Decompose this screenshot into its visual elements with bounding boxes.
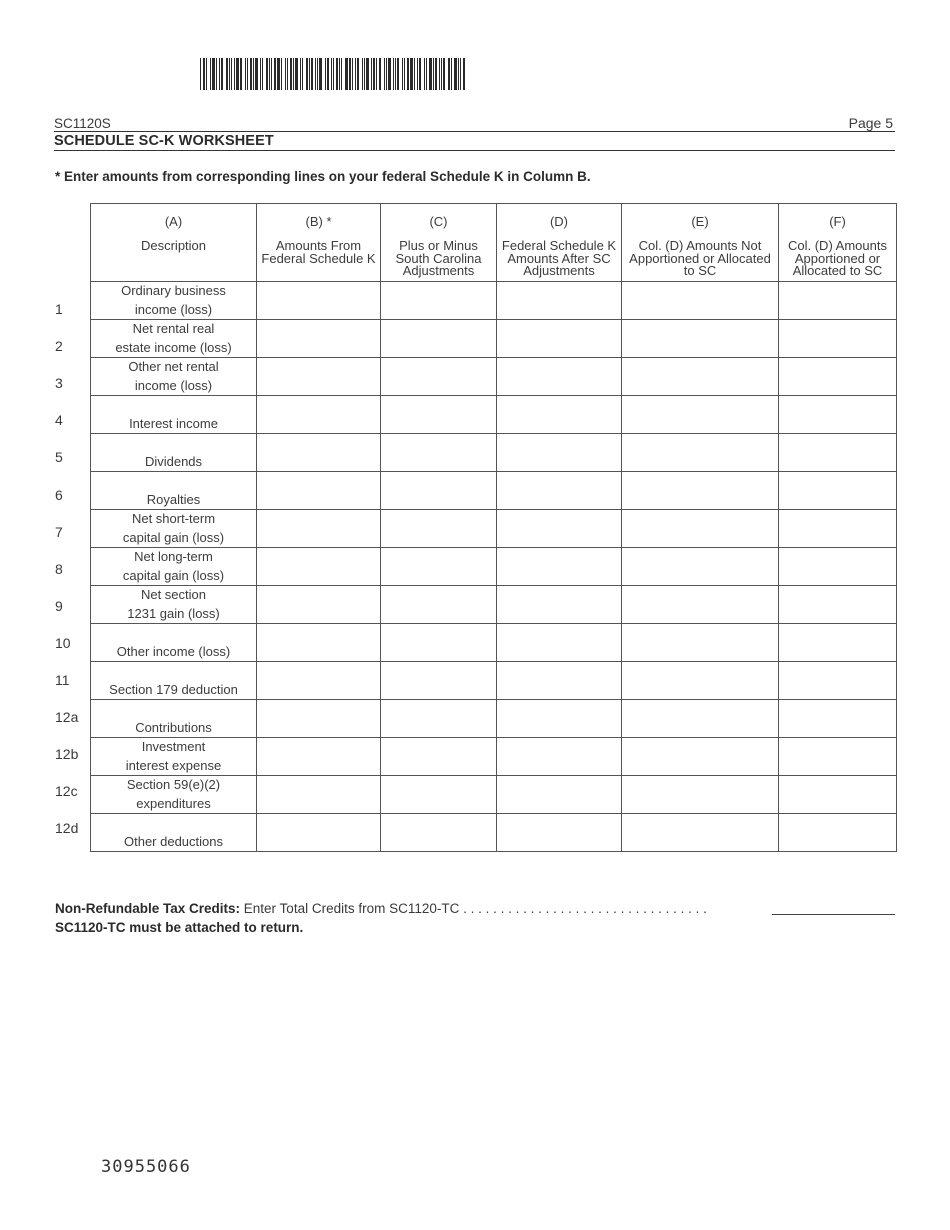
description-line-1 xyxy=(91,472,256,491)
barcode-bar xyxy=(414,58,415,90)
line-number: 4 xyxy=(55,412,63,429)
amount-cell-col-b[interactable] xyxy=(257,472,381,510)
barcode-bar xyxy=(395,58,396,90)
barcode-bar xyxy=(448,58,450,90)
table-row xyxy=(91,396,897,434)
page-number: Page 5 xyxy=(848,115,893,131)
amount-cell-col-e[interactable] xyxy=(622,282,779,320)
barcode-bar xyxy=(253,58,254,90)
barcode-bar xyxy=(277,58,280,90)
instruction-text: * Enter amounts from corresponding lines on your federal Schedule K in Column B. xyxy=(55,169,591,184)
amount-cell-col-b[interactable] xyxy=(257,510,381,548)
barcode-bar xyxy=(458,58,459,90)
column-title: Federal Schedule K Amounts After SC Adjustments xyxy=(501,238,617,278)
barcode-bar xyxy=(255,58,258,90)
non-refundable-credits-line xyxy=(55,901,707,916)
amount-cell-col-c[interactable] xyxy=(381,434,497,472)
description-line-2: Dividends xyxy=(144,453,203,469)
barcode-bar xyxy=(454,58,457,90)
barcode-bar xyxy=(439,58,440,90)
amount-cell-col-d[interactable] xyxy=(497,320,622,358)
barcode-bar xyxy=(429,58,432,90)
row-description xyxy=(91,624,257,662)
description-line-2: 1231 gain (loss) xyxy=(127,605,220,621)
description-line-1 xyxy=(91,434,256,453)
column-header-d xyxy=(497,204,622,282)
amount-cell-col-d[interactable] xyxy=(497,396,622,434)
barcode-bar xyxy=(287,58,288,90)
barcode-bar xyxy=(402,58,403,90)
amount-cell-col-f[interactable] xyxy=(779,586,897,624)
barcode-bar xyxy=(349,58,351,90)
row-description xyxy=(91,738,257,776)
amount-cell-col-f[interactable] xyxy=(779,472,897,510)
line-number: 10 xyxy=(55,634,71,651)
table-row xyxy=(91,282,897,320)
line-number: 1 xyxy=(55,301,63,317)
barcode-bar xyxy=(300,58,301,90)
barcode-bar xyxy=(285,58,286,90)
amount-cell-col-b[interactable] xyxy=(257,662,381,700)
barcode-bar xyxy=(371,58,372,90)
amount-cell-col-b[interactable] xyxy=(257,738,381,776)
column-header-f xyxy=(779,204,897,282)
credits-amount-field[interactable] xyxy=(772,914,895,915)
table-row xyxy=(91,776,897,814)
barcode-bar xyxy=(333,58,334,90)
amount-cell-col-b[interactable] xyxy=(257,548,381,586)
barcode-bar xyxy=(404,58,405,90)
amount-cell-col-b[interactable] xyxy=(257,320,381,358)
description-line-1: Investment xyxy=(141,739,206,754)
barcode-bar xyxy=(203,58,205,90)
barcode-bar xyxy=(315,58,316,90)
amount-cell-col-c[interactable] xyxy=(381,738,497,776)
amount-cell-col-c[interactable] xyxy=(381,586,497,624)
amount-cell-col-f[interactable] xyxy=(779,662,897,700)
description-line-2: Section 179 deduction xyxy=(109,681,238,697)
description-line-2: capital gain (loss) xyxy=(122,529,225,545)
amount-cell-col-e[interactable] xyxy=(622,624,779,662)
amount-cell-col-f[interactable] xyxy=(779,814,897,852)
amount-cell-col-f[interactable] xyxy=(779,396,897,434)
amount-cell-col-b[interactable] xyxy=(257,700,381,738)
description-line-2: income (loss) xyxy=(134,301,213,317)
row-description xyxy=(91,282,257,320)
line-number: 7 xyxy=(55,523,63,540)
amount-cell-col-d[interactable] xyxy=(497,662,622,700)
description-line-2: expenditures xyxy=(136,795,211,811)
barcode-bar xyxy=(336,58,338,90)
amount-cell-col-b[interactable] xyxy=(257,776,381,814)
barcode-bar xyxy=(460,58,461,90)
barcode-bar xyxy=(397,58,399,90)
barcode-bar xyxy=(407,58,409,90)
barcode-bar xyxy=(419,58,421,90)
barcode-bar xyxy=(302,58,303,90)
barcode-bar xyxy=(212,58,215,90)
description-line-2: Interest income xyxy=(129,415,218,431)
column-header-e xyxy=(622,204,779,282)
barcode-bar xyxy=(393,58,394,90)
amount-cell-col-b[interactable] xyxy=(257,624,381,662)
amount-cell-col-e[interactable] xyxy=(622,700,779,738)
amount-cell-col-e[interactable] xyxy=(622,586,779,624)
description-line-1 xyxy=(91,624,256,643)
description-line-2: interest expense xyxy=(125,757,222,773)
amount-cell-col-c[interactable] xyxy=(381,662,497,700)
table-row xyxy=(91,434,897,472)
column-title: Amounts From Federal Schedule K xyxy=(261,238,376,266)
barcode-bar xyxy=(269,58,270,90)
amount-cell-col-d[interactable] xyxy=(497,510,622,548)
barcode-bar xyxy=(231,58,232,90)
amount-cell-col-d[interactable] xyxy=(497,472,622,510)
barcode-bar xyxy=(339,58,340,90)
amount-cell-col-d[interactable] xyxy=(497,434,622,472)
amount-cell-col-e[interactable] xyxy=(622,738,779,776)
amount-cell-col-e[interactable] xyxy=(622,662,779,700)
description-line-2: Other income (loss) xyxy=(116,643,231,659)
amount-cell-col-c[interactable] xyxy=(381,814,497,852)
amount-cell-col-d[interactable] xyxy=(497,358,622,396)
barcode xyxy=(200,58,466,90)
amount-cell-col-c[interactable] xyxy=(381,624,497,662)
table-row xyxy=(91,814,897,852)
description-line-1 xyxy=(91,396,256,415)
barcode-bar xyxy=(366,58,369,90)
amount-cell-col-f[interactable] xyxy=(779,434,897,472)
column-header-c xyxy=(381,204,497,282)
table-row xyxy=(91,358,897,396)
barcode-bar xyxy=(364,58,365,90)
barcode-bar xyxy=(309,58,310,90)
barcode-bar xyxy=(341,58,342,90)
column-letter: (C) xyxy=(429,214,448,229)
description-line-2: income (loss) xyxy=(134,377,213,393)
form-id: SC1120S xyxy=(54,116,111,131)
header-rule-top xyxy=(54,131,895,132)
barcode-bar xyxy=(290,58,292,90)
barcode-bar xyxy=(216,58,217,90)
barcode-bar xyxy=(373,58,375,90)
barcode-bar xyxy=(262,58,263,90)
barcode-bar xyxy=(200,58,201,90)
row-description xyxy=(91,586,257,624)
amount-cell-col-b[interactable] xyxy=(257,586,381,624)
amount-cell-col-f[interactable] xyxy=(779,510,897,548)
amount-cell-col-c[interactable] xyxy=(381,548,497,586)
form-code: 30955066 xyxy=(101,1157,191,1177)
table-row xyxy=(91,472,897,510)
barcode-bar xyxy=(325,58,326,90)
barcode-bar xyxy=(451,58,452,90)
row-description xyxy=(91,662,257,700)
line-number: 5 xyxy=(55,449,63,466)
line-number: 12b xyxy=(55,746,79,763)
barcode-bar xyxy=(274,58,276,90)
table-row xyxy=(91,624,897,662)
amount-cell-col-b[interactable] xyxy=(257,814,381,852)
column-letter: (E) xyxy=(691,214,709,229)
table-row xyxy=(91,320,897,358)
barcode-bar xyxy=(219,58,220,90)
amount-cell-col-f[interactable] xyxy=(779,700,897,738)
amount-cell-col-c[interactable] xyxy=(381,700,497,738)
line-number: 11 xyxy=(55,672,70,688)
table-row xyxy=(91,586,897,624)
barcode-bar xyxy=(331,58,332,90)
amount-cell-col-f[interactable] xyxy=(779,358,897,396)
amount-cell-col-f[interactable] xyxy=(779,548,897,586)
column-header-a xyxy=(91,204,257,282)
table-row xyxy=(91,510,897,548)
amount-cell-col-d[interactable] xyxy=(497,776,622,814)
barcode-bar xyxy=(236,58,239,90)
barcode-bar xyxy=(362,58,363,90)
description-line-1 xyxy=(91,814,256,833)
row-description xyxy=(91,700,257,738)
amount-cell-col-c[interactable] xyxy=(381,358,497,396)
column-letter: (B) * xyxy=(305,214,332,229)
column-title: Col. (D) Amounts Apportioned or Allocated to SC xyxy=(788,238,887,278)
barcode-bar xyxy=(271,58,272,90)
description-line-1: Ordinary business xyxy=(121,283,226,298)
barcode-bar xyxy=(355,58,356,90)
amount-cell-col-f[interactable] xyxy=(779,738,897,776)
barcode-bar xyxy=(376,58,377,90)
amount-cell-col-e[interactable] xyxy=(622,358,779,396)
header-rule-bottom xyxy=(54,150,895,151)
dot-leader: . . . . . . . . . . . . . . . . . . . . . . . . . . . . . . . . . xyxy=(459,901,707,916)
line-number: 2 xyxy=(55,338,63,355)
barcode-bar xyxy=(266,58,268,90)
barcode-bar xyxy=(226,58,228,90)
table-row xyxy=(91,700,897,738)
amount-cell-col-b[interactable] xyxy=(257,396,381,434)
amount-cell-col-e[interactable] xyxy=(622,510,779,548)
table-row xyxy=(91,738,897,776)
amount-cell-col-e[interactable] xyxy=(622,548,779,586)
barcode-bar xyxy=(229,58,230,90)
amount-cell-col-e[interactable] xyxy=(622,472,779,510)
barcode-bar xyxy=(345,58,348,90)
amount-cell-col-b[interactable] xyxy=(257,434,381,472)
barcode-bar xyxy=(352,58,353,90)
barcode-bar xyxy=(327,58,329,90)
amount-cell-col-e[interactable] xyxy=(622,776,779,814)
barcode-bar xyxy=(247,58,248,90)
barcode-bar xyxy=(311,58,313,90)
schedule-k-worksheet-table xyxy=(90,203,897,852)
amount-cell-col-e[interactable] xyxy=(622,396,779,434)
row-description xyxy=(91,472,257,510)
amount-cell-col-e[interactable] xyxy=(622,434,779,472)
amount-cell-col-f[interactable] xyxy=(779,282,897,320)
barcode-bar xyxy=(357,58,359,90)
barcode-bar xyxy=(443,58,445,90)
barcode-bar xyxy=(379,58,381,90)
amount-cell-col-f[interactable] xyxy=(779,776,897,814)
line-number: 12d xyxy=(55,820,79,837)
table-row xyxy=(91,548,897,586)
description-line-1: Section 59(e)(2) xyxy=(126,777,221,792)
amount-cell-col-d[interactable] xyxy=(497,624,622,662)
description-line-2: capital gain (loss) xyxy=(122,567,225,583)
description-line-1 xyxy=(91,662,256,681)
column-letter: (F) xyxy=(829,214,846,229)
line-number: 9 xyxy=(55,597,63,614)
barcode-bar xyxy=(417,58,418,90)
amount-cell-col-d[interactable] xyxy=(497,814,622,852)
row-description xyxy=(91,358,257,396)
barcode-bar xyxy=(221,58,223,90)
barcode-bar xyxy=(426,58,427,90)
barcode-bar xyxy=(245,58,246,90)
row-description xyxy=(91,510,257,548)
table-row xyxy=(91,662,897,700)
attachment-note: SC1120-TC must be attached to return. xyxy=(55,920,304,935)
amount-cell-col-c[interactable] xyxy=(381,396,497,434)
amount-cell-col-d[interactable] xyxy=(497,738,622,776)
column-title: Plus or Minus South Carolina Adjustments xyxy=(395,238,482,278)
barcode-bar xyxy=(388,58,391,90)
barcode-bar xyxy=(410,58,413,90)
line-number: 12c xyxy=(55,783,78,800)
barcode-bar xyxy=(386,58,387,90)
amount-cell-col-f[interactable] xyxy=(779,624,897,662)
table-header-row xyxy=(91,204,897,282)
description-line-1: Other net rental xyxy=(128,359,219,374)
description-line-1 xyxy=(91,700,256,719)
barcode-bar xyxy=(234,58,235,90)
description-line-2: Royalties xyxy=(146,491,201,507)
amount-cell-col-b[interactable] xyxy=(257,358,381,396)
column-title: Col. (D) Amounts Not Apportioned or Allocated to SC xyxy=(629,238,771,278)
barcode-bar xyxy=(293,58,294,90)
amount-cell-col-e[interactable] xyxy=(622,320,779,358)
amount-cell-col-c[interactable] xyxy=(381,510,497,548)
column-letter: (D) xyxy=(549,214,569,229)
amount-cell-col-b[interactable] xyxy=(257,282,381,320)
amount-cell-col-e[interactable] xyxy=(622,814,779,852)
barcode-bar xyxy=(206,58,207,90)
column-letter: (A) xyxy=(164,214,183,229)
barcode-bar xyxy=(435,58,437,90)
amount-cell-col-c[interactable] xyxy=(381,320,497,358)
barcode-bar xyxy=(295,58,298,90)
barcode-bar xyxy=(463,58,465,90)
row-description xyxy=(91,776,257,814)
barcode-bar xyxy=(260,58,261,90)
description-line-2: Contributions xyxy=(135,719,212,735)
barcode-bar xyxy=(281,58,282,90)
amount-cell-col-f[interactable] xyxy=(779,320,897,358)
barcode-bar xyxy=(250,58,252,90)
row-description xyxy=(91,548,257,586)
column-title: Description xyxy=(140,238,207,253)
credits-text: Enter Total Credits from SC1120-TC xyxy=(243,901,460,916)
barcode-bar xyxy=(441,58,442,90)
worksheet-title: SCHEDULE SC-K WORKSHEET xyxy=(54,133,274,149)
amount-cell-col-d[interactable] xyxy=(497,700,622,738)
row-description xyxy=(91,434,257,472)
amount-cell-col-c[interactable] xyxy=(381,282,497,320)
line-number: 12a xyxy=(55,709,79,726)
row-description xyxy=(91,396,257,434)
row-description xyxy=(91,320,257,358)
description-line-1: Net rental real xyxy=(132,321,215,336)
description-line-2: estate income (loss) xyxy=(115,339,232,355)
barcode-bar xyxy=(306,58,308,90)
amount-cell-col-d[interactable] xyxy=(497,548,622,586)
barcode-bar xyxy=(319,58,322,90)
barcode-bar xyxy=(240,58,242,90)
barcode-bar xyxy=(433,58,434,90)
description-line-2: Other deductions xyxy=(123,833,223,849)
line-number: 3 xyxy=(55,375,63,392)
row-description xyxy=(91,814,257,852)
line-number: 8 xyxy=(55,560,63,577)
barcode-bar xyxy=(317,58,318,90)
amount-cell-col-d[interactable] xyxy=(497,282,622,320)
barcode-bar xyxy=(384,58,385,90)
barcode-bar xyxy=(424,58,425,90)
amount-cell-col-c[interactable] xyxy=(381,776,497,814)
credits-label: Non-Refundable Tax Credits: xyxy=(55,901,241,916)
description-line-1: Net section xyxy=(140,587,207,602)
line-number: 6 xyxy=(55,486,63,503)
barcode-bar xyxy=(210,58,211,90)
amount-cell-col-d[interactable] xyxy=(497,586,622,624)
amount-cell-col-c[interactable] xyxy=(381,472,497,510)
description-line-1: Net long-term xyxy=(134,549,213,564)
column-header-b xyxy=(257,204,381,282)
description-line-1: Net short-term xyxy=(131,511,216,526)
